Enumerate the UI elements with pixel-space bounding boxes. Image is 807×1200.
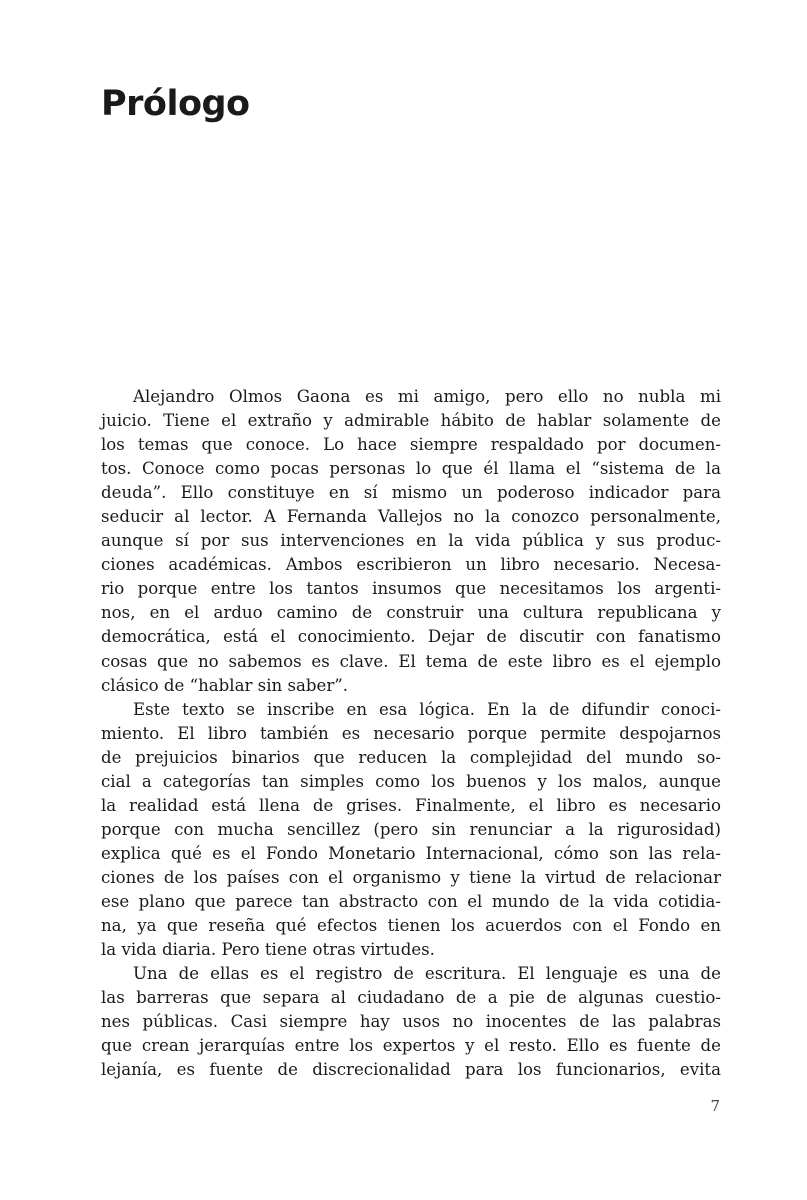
- paragraph-3: [101, 962, 721, 1082]
- text-line: Alejandro Olmos Gaona es mi amigo, pero ello no nubla mi: [133, 387, 721, 406]
- text-line: cosas que no sabemos es clave. El tema de este libro es el ejemplo: [101, 651, 721, 671]
- text-line: que crean jerarquías entre los expertos y el resto. Ello es fuente de: [101, 1036, 721, 1056]
- text-line: seducir al lector. A Fernanda Vallejos no la conozco personalmente,: [101, 507, 721, 527]
- text-line: ese plano que parece tan abstracto con el mundo de la vida cotidia-: [101, 891, 721, 911]
- text-line: las barreras que separa al ciudadano de a pie de algunas cuestio-: [101, 988, 721, 1008]
- text-line: democrática, está el conocimiento. Dejar de discutir con fanatismo: [101, 627, 721, 647]
- text-line: ciones académicas. Ambos escribieron un libro necesario. Necesa-: [101, 555, 721, 575]
- text-line: Una de ellas es el registro de escritura. El lenguaje es una de: [133, 964, 721, 984]
- text-line: Este texto se inscribe en esa lógica. En la de difundir conoci-: [133, 699, 721, 719]
- text-line: na, ya que reseña qué efectos tienen los acuerdos con el Fondo en: [101, 916, 721, 936]
- text-line: cial a categorías tan simples como los buenos y los malos, aunque: [101, 771, 721, 791]
- page-number: 7: [710, 1097, 720, 1115]
- text-line: porque con mucha sencillez (pero sin renunciar a la rigurosidad): [101, 819, 721, 839]
- text-line: los temas que conoce. Lo hace siempre respaldado por documen-: [101, 435, 721, 455]
- paragraph-2: [101, 698, 721, 963]
- text-line: clásico de “hablar sin saber”.: [101, 675, 349, 695]
- text-line: lejanía, es fuente de discrecionalidad para los funcionarios, evita: [101, 1060, 721, 1080]
- body-text: [101, 385, 721, 1082]
- chapter-title: Prólogo: [101, 84, 250, 124]
- paragraph-1: [101, 385, 721, 698]
- text-line: nes públicas. Casi siempre hay usos no inocentes de las palabras: [101, 1012, 721, 1032]
- text-line: tos. Conoce como pocas personas lo que él llama el “sistema de la: [101, 459, 721, 479]
- text-line: rio porque entre los tantos insumos que necesitamos los argenti-: [101, 579, 721, 599]
- text-line: explica qué es el Fondo Monetario Internacional, cómo son las rela-: [101, 843, 721, 863]
- text-line: de prejuicios binarios que reducen la complejidad del mundo so-: [101, 747, 721, 767]
- text-line: ciones de los países con el organismo y tiene la virtud de relacionar: [101, 867, 721, 887]
- text-line: la vida diaria. Pero tiene otras virtudes.: [101, 940, 435, 960]
- text-line: la realidad está llena de grises. Finalmente, el libro es necesario: [101, 795, 721, 815]
- text-line: juicio. Tiene el extraño y admirable hábito de hablar solamente de: [101, 411, 721, 431]
- text-line: aunque sí por sus intervenciones en la vida pública y sus produc-: [101, 531, 721, 551]
- text-line: nos, en el arduo camino de construir una cultura republicana y: [101, 603, 721, 623]
- text-line: deuda”. Ello constituye en sí mismo un poderoso indicador para: [101, 483, 721, 503]
- text-line: miento. El libro también es necesario porque permite despojarnos: [101, 723, 721, 743]
